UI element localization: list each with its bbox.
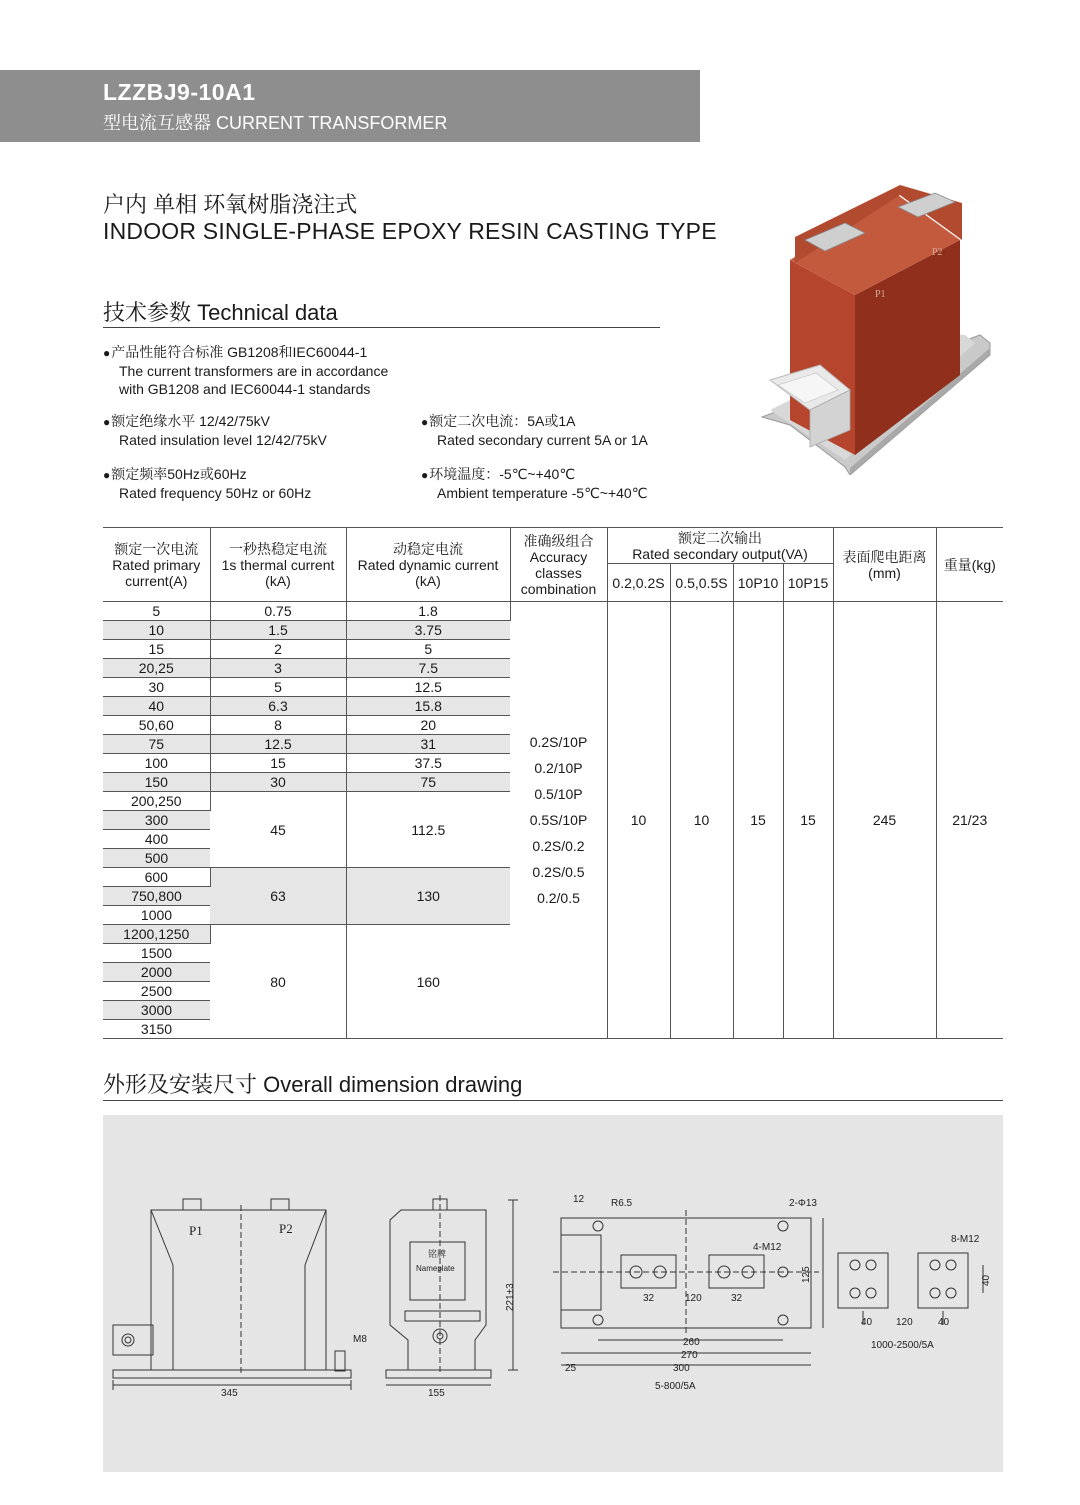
header-accuracy-classes: 准确级组合 Accuracy classes combination [510,528,607,602]
cell-dynamic: 37.5 [346,754,510,773]
label-r65: R6.5 [611,1198,633,1209]
cell-primary: 100 [103,754,210,773]
cell-primary: 1200,1250 [103,925,210,944]
label-d25: 25 [565,1363,577,1374]
label-detail-d40b: 40 [938,1317,950,1328]
cell-thermal: 15 [210,754,346,773]
label-d125: 125 [801,1266,812,1283]
spec-insulation: ●额定绝缘水平 12/42/75kV Rated insulation level 12/42/75kV [103,413,327,448]
cell-primary: 3150 [103,1020,210,1039]
svg-text:P2: P2 [932,247,943,258]
cell-primary: 150 [103,773,210,792]
front-view [113,1199,351,1390]
cell-creepage: 245 [833,602,936,1039]
terminal-detail-view [838,1253,983,1325]
cell-primary: 5 [103,602,210,621]
bullet-icon: ● [103,346,111,360]
cell-dynamic: 75 [346,773,510,792]
spec-temperature: ●环境温度：-5℃~+40℃ Ambient temperature -5℃~+40℃ [421,466,648,501]
cell-dynamic: 15.8 [346,697,510,716]
cell-thermal: 30 [210,773,346,792]
cell-dynamic-group: 112.5 [346,792,510,868]
label-d120: 120 [685,1293,702,1304]
label-m8: M8 [353,1334,367,1345]
cell-dynamic: 31 [346,735,510,754]
technical-data-title: 技术参数 Technical data [103,300,338,325]
cell-thermal-group: 63 [210,868,346,925]
cell-output-2: 10 [670,602,733,1039]
cell-primary: 15 [103,640,210,659]
cell-dynamic-group: 130 [346,868,510,925]
cell-dynamic: 7.5 [346,659,510,678]
spec-frequency: ●额定频率50Hz或60Hz Rated frequency 50Hz or 60Hz [103,466,312,501]
header-output-col: 0.5,0.5S [670,564,733,602]
type-title-cn: 户内 单相 环氧树脂浇注式 [103,192,358,217]
dimension-drawing-svg [103,1115,1003,1472]
cell-thermal: 0.75 [210,602,346,621]
technical-data-table [103,527,1003,1039]
cell-primary: 30 [103,678,210,697]
dimension-divider [103,1100,1003,1101]
label-front-width: 345 [221,1388,238,1399]
label-d270: 270 [681,1350,698,1361]
label-d32a: 32 [643,1293,655,1304]
cell-primary: 200,250 [103,792,210,811]
cell-thermal: 6.3 [210,697,346,716]
header-band [0,70,700,142]
cell-dynamic-group: 160 [346,925,510,1039]
dimension-drawing [103,1115,1003,1472]
cell-primary: 50,60 [103,716,210,735]
label-d12: 12 [573,1194,585,1205]
dimension-drawing-title: 外形及安装尺寸 Overall dimension drawing [103,1072,523,1097]
label-d32b: 32 [731,1293,743,1304]
cell-thermal: 5 [210,678,346,697]
side-view [386,1195,518,1385]
cell-primary: 3000 [103,1001,210,1020]
cell-primary: 750,800 [103,887,210,906]
model-title: LZZBJ9-10A1 [103,79,256,105]
label-side-height: 221±3 [505,1283,516,1311]
table-body [103,602,1003,1039]
cell-thermal: 2 [210,640,346,659]
product-photo [750,185,1000,475]
cell-dynamic: 12.5 [346,678,510,697]
label-side-width: 155 [428,1388,445,1399]
cell-thermal: 8 [210,716,346,735]
label-top-range: 5-800/5A [655,1381,696,1392]
cell-dynamic: 3.75 [346,621,510,640]
bullet-icon: ● [103,415,111,429]
header-output-col: 10P15 [783,564,833,602]
spec-standard: ●产品性能符合标准 GB1208和IEC60044-1 The current transformers are in accordance with GB1208 and IEC60044-1 standards [103,344,389,397]
label-detail-d40a: 40 [861,1317,873,1328]
cell-primary: 500 [103,849,210,868]
bullet-icon: ● [421,468,429,482]
cell-dynamic: 5 [346,640,510,659]
cell-primary: 75 [103,735,210,754]
cell-output-3: 15 [733,602,783,1039]
label-phi13: 2-Φ13 [789,1198,817,1209]
model-subtitle: 型电流互感器 CURRENT TRANSFORMER [103,113,448,133]
cell-dynamic: 20 [346,716,510,735]
label-detail-d120: 120 [896,1317,913,1328]
cell-primary: 300 [103,811,210,830]
label-nameplate-en: Nameplate [416,1264,455,1273]
cell-primary: 1500 [103,944,210,963]
header-dynamic-current: 动稳定电流 Rated dynamic current (kA) [346,528,510,602]
cell-output-4: 15 [783,602,833,1039]
cell-primary: 40 [103,697,210,716]
label-detail-d40v: 40 [981,1274,992,1286]
cell-weight: 21/23 [952,812,988,828]
cell-thermal-group: 80 [210,925,346,1039]
cell-thermal: 1.5 [210,621,346,640]
cell-thermal: 3 [210,659,346,678]
cell-primary: 20,25 [103,659,210,678]
header-weight: 重量(kg) [943,556,996,573]
header-output-col: 0.2,0.2S [607,564,670,602]
svg-text:P1: P1 [875,289,886,300]
cell-dynamic: 1.8 [346,602,510,621]
label-detail-m12: 8-M12 [951,1234,980,1245]
cell-thermal-group: 45 [210,792,346,868]
cell-thermal: 12.5 [210,735,346,754]
cell-primary: 10 [103,621,210,640]
cell-primary: 400 [103,830,210,849]
cell-primary: 1000 [103,906,210,925]
label-nameplate-cn: 铭牌 [428,1249,447,1259]
cell-primary: 600 [103,868,210,887]
header-primary-current: 额定一次电流 Rated primary current(A) [103,528,210,602]
header-creepage: 表面爬电距离 (mm) [833,528,936,602]
label-detail-range: 1000-2500/5A [871,1340,934,1351]
table-row [103,602,1003,621]
header-thermal-current: 一秒热稳定电流 1s thermal current (kA) [210,528,346,602]
label-p2: P2 [279,1221,293,1236]
bullet-icon: ● [421,415,429,429]
cell-output-1: 10 [607,602,670,1039]
type-title-en: INDOOR SINGLE-PHASE EPOXY RESIN CASTING TYPE [103,218,717,244]
header-output-col: 10P10 [733,564,783,602]
spec-secondary-current: ●额定二次电流：5A或1A Rated secondary current 5A or 1A [421,413,648,448]
label-d260: 260 [683,1337,700,1348]
technical-divider [103,327,660,328]
label-m12: 4-M12 [753,1242,782,1253]
cell-primary: 2000 [103,963,210,982]
bullet-icon: ● [103,468,111,482]
cell-primary: 2500 [103,982,210,1001]
label-p1: P1 [189,1223,203,1238]
label-d300: 300 [673,1363,690,1374]
cell-accuracy-list: 0.2S/10P 0.2/10P 0.5/10P 0.5S/10P 0.2S/0.2 0.2S/0.5 0.2/0.5 [510,602,607,1039]
header-secondary-output: 额定二次输出 Rated secondary output(VA) [607,528,833,564]
